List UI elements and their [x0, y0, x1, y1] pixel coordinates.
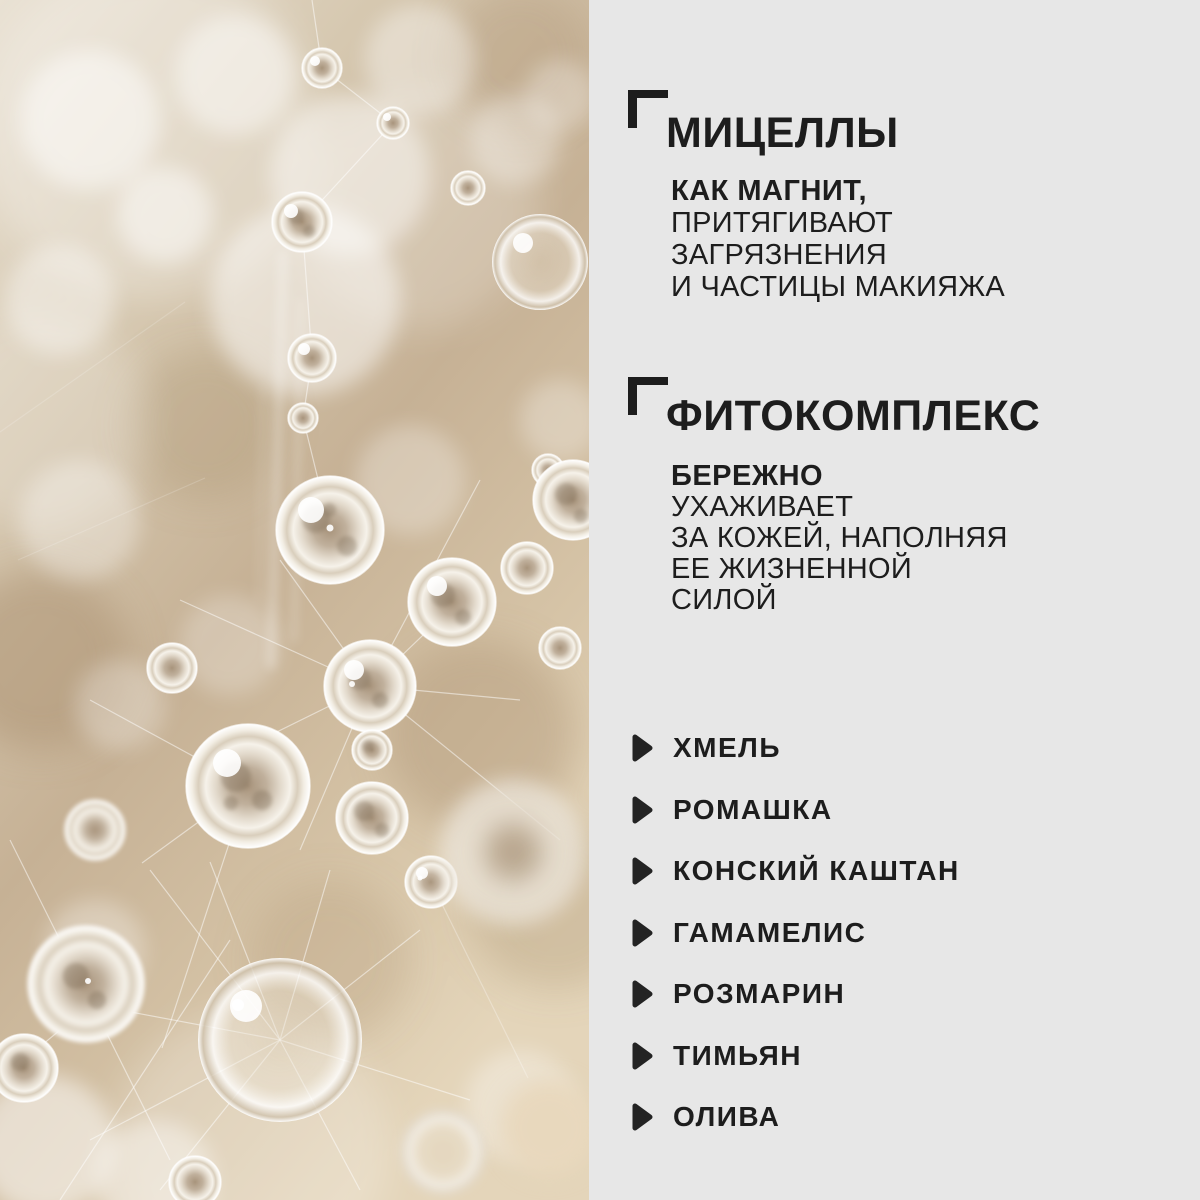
- ingredients-list: [632, 727, 960, 1158]
- ingredient-label: КОНСКИЙ КАШТАН: [673, 855, 960, 886]
- section-line: УХАЖИВАЕТ: [671, 491, 854, 523]
- info-panel: [589, 0, 1200, 1200]
- play-triangle-icon: [632, 980, 653, 1008]
- play-triangle-icon: [632, 919, 653, 947]
- section-lead: КАК МАГНИТ,: [671, 175, 868, 207]
- corner-bracket-icon: [628, 377, 668, 415]
- ingredient-label: ГАМАМЕЛИС: [673, 916, 867, 948]
- section-lead: БЕРЕЖНО: [671, 460, 824, 492]
- section-line: И ЧАСТИЦЫ МАКИЯЖА: [671, 271, 1006, 303]
- droplets-photo: [0, 0, 589, 1200]
- list-item: [632, 850, 960, 892]
- list-item: [632, 727, 960, 769]
- section-text: [671, 461, 1008, 616]
- ingredient-label: РОМАШКА: [673, 793, 833, 825]
- play-triangle-icon: [632, 1103, 653, 1131]
- section-line: СИЛОЙ: [671, 584, 777, 616]
- list-item: [632, 1035, 960, 1077]
- section-title: ФИТОКОМПЛЕКС: [666, 392, 1041, 440]
- list-item: [632, 789, 960, 831]
- ingredient-label: ХМЕЛЬ: [673, 732, 781, 763]
- section-line: ЕЕ ЖИЗНЕННОЙ: [671, 553, 913, 585]
- droplets-photo-art: [0, 0, 589, 1200]
- play-triangle-icon: [632, 857, 653, 885]
- play-triangle-icon: [632, 796, 653, 824]
- list-item: [632, 1096, 960, 1138]
- section-line: ЗА КОЖЕЙ, НАПОЛНЯЯ: [671, 522, 1008, 554]
- list-item: [632, 912, 960, 954]
- section-title: МИЦЕЛЛЫ: [666, 109, 899, 157]
- section-line: ЗАГРЯЗНЕНИЯ: [671, 239, 888, 271]
- section-text: [671, 175, 1005, 303]
- ingredient-label: ОЛИВА: [673, 1101, 781, 1132]
- ingredient-label: ТИМЬЯН: [673, 1039, 802, 1071]
- list-item: [632, 973, 960, 1015]
- play-triangle-icon: [632, 1042, 653, 1070]
- play-triangle-icon: [632, 734, 653, 762]
- ingredient-label: РОЗМАРИН: [673, 978, 846, 1009]
- corner-bracket-icon: [628, 90, 668, 128]
- section-line: ПРИТЯГИВАЮТ: [671, 207, 894, 239]
